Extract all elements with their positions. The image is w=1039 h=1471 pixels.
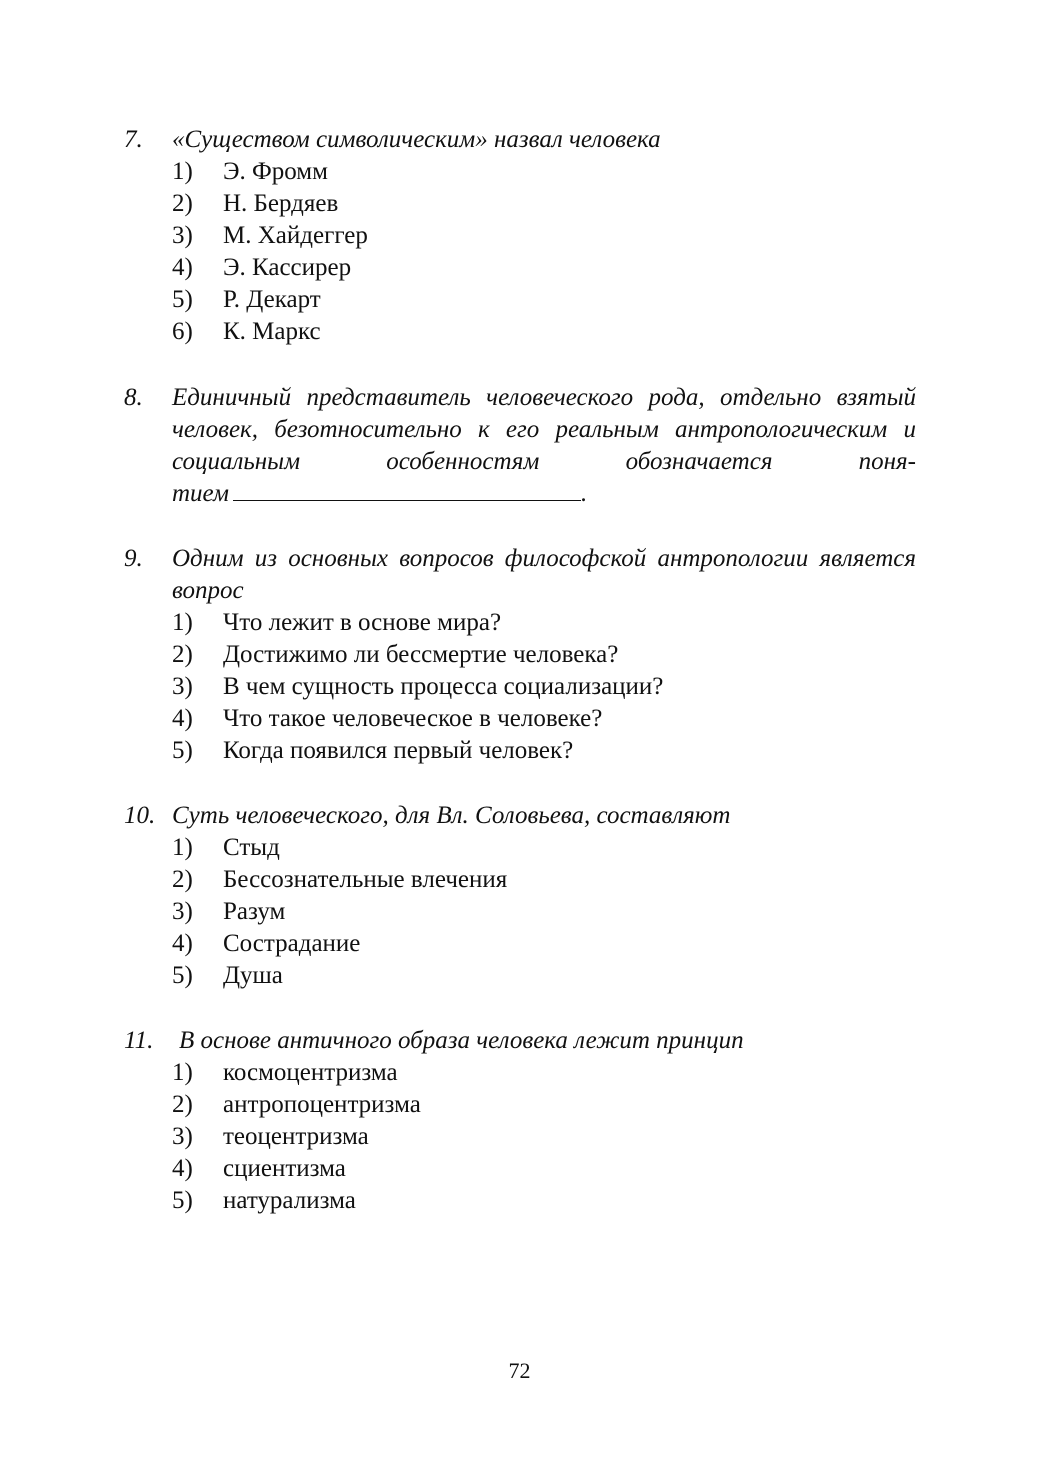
option-text: Э. Фромм bbox=[223, 158, 328, 185]
question-number: 10. bbox=[124, 802, 156, 829]
option-number: 2) bbox=[172, 1091, 193, 1118]
option-text: антропоцентризма bbox=[223, 1091, 421, 1118]
option-number: 2) bbox=[172, 641, 193, 668]
option-text: натурализма bbox=[223, 1187, 356, 1214]
option-number: 5) bbox=[172, 286, 193, 313]
answer-blank-line bbox=[233, 478, 581, 501]
option-number: 1) bbox=[172, 158, 193, 185]
answer-option bbox=[124, 735, 916, 767]
question-text-tail bbox=[172, 480, 587, 507]
question-number: 9. bbox=[124, 545, 143, 572]
answer-option bbox=[124, 607, 916, 639]
option-text: Э. Кассирер bbox=[223, 254, 352, 281]
option-text: Р. Декарт bbox=[223, 286, 321, 313]
answer-options bbox=[124, 156, 916, 348]
answer-option bbox=[124, 1185, 916, 1217]
option-number: 2) bbox=[172, 866, 193, 893]
answer-option bbox=[124, 960, 916, 992]
option-text: К. Маркс bbox=[223, 318, 321, 345]
option-number: 6) bbox=[172, 318, 193, 345]
answer-option bbox=[124, 156, 916, 188]
answer-option bbox=[124, 832, 916, 864]
option-text: Сострадание bbox=[223, 930, 361, 957]
question-text: Одним из основных вопросов философской антропологии является вопрос bbox=[172, 545, 916, 604]
question-8 bbox=[124, 382, 916, 510]
option-number: 3) bbox=[172, 1123, 193, 1150]
option-text: Бессознательные влечения bbox=[223, 866, 508, 893]
answer-option bbox=[124, 188, 916, 220]
question-header bbox=[124, 124, 916, 156]
option-text: Когда появился первый человек? bbox=[223, 737, 574, 764]
answer-options bbox=[124, 1057, 916, 1217]
question-7 bbox=[124, 124, 916, 348]
option-text: Н. Бердяев bbox=[223, 190, 339, 217]
question-text-block bbox=[172, 382, 916, 510]
question-text: «Существом символическим» назвал человека bbox=[172, 126, 661, 153]
question-text: Суть человеческого, для Вл. Соловьева, составляют bbox=[172, 802, 731, 829]
question-header bbox=[124, 382, 916, 510]
answer-option bbox=[124, 1089, 916, 1121]
answer-option bbox=[124, 703, 916, 735]
option-number: 5) bbox=[172, 962, 193, 989]
option-text: Что такое человеческое в человеке? bbox=[223, 705, 603, 732]
question-9 bbox=[124, 543, 916, 767]
option-number: 4) bbox=[172, 1155, 193, 1182]
option-text: Достижимо ли бессмертие человека? bbox=[223, 641, 619, 668]
answer-options bbox=[124, 607, 916, 767]
answer-option bbox=[124, 671, 916, 703]
answer-option bbox=[124, 1057, 916, 1089]
option-text: космоцентризма bbox=[223, 1059, 398, 1086]
answer-option bbox=[124, 1153, 916, 1185]
option-number: 2) bbox=[172, 190, 193, 217]
answer-option bbox=[124, 639, 916, 671]
question-header bbox=[124, 800, 916, 832]
option-number: 4) bbox=[172, 254, 193, 281]
option-text: М. Хайдеггер bbox=[223, 222, 368, 249]
option-number: 1) bbox=[172, 1059, 193, 1086]
answer-option bbox=[124, 316, 916, 348]
answer-option bbox=[124, 284, 916, 316]
question-text-last-word: тием bbox=[172, 480, 229, 507]
option-text: Душа bbox=[223, 962, 283, 989]
question-text: В основе античного образа человека лежит принцип bbox=[179, 1027, 744, 1054]
answer-option bbox=[124, 220, 916, 252]
question-number: 11. bbox=[124, 1027, 154, 1054]
option-number: 5) bbox=[172, 737, 193, 764]
question-header bbox=[124, 1025, 916, 1057]
answer-option bbox=[124, 252, 916, 284]
option-number: 1) bbox=[172, 609, 193, 636]
option-text: теоцентризма bbox=[223, 1123, 369, 1150]
answer-option bbox=[124, 864, 916, 896]
option-number: 3) bbox=[172, 222, 193, 249]
question-text-end: . bbox=[580, 480, 588, 507]
option-text: Стыд bbox=[223, 834, 280, 861]
option-text: Разум bbox=[223, 898, 286, 925]
question-number: 8. bbox=[124, 384, 143, 411]
option-number: 4) bbox=[172, 705, 193, 732]
page-number: 72 bbox=[508, 1358, 531, 1383]
question-number: 7. bbox=[124, 126, 143, 153]
answer-option bbox=[124, 928, 916, 960]
option-number: 4) bbox=[172, 930, 193, 957]
option-number: 5) bbox=[172, 1187, 193, 1214]
question-11 bbox=[124, 1025, 916, 1217]
option-number: 1) bbox=[172, 834, 193, 861]
answer-option bbox=[124, 896, 916, 928]
question-header bbox=[124, 543, 916, 607]
option-text: В чем сущность процесса социализации? bbox=[223, 673, 664, 700]
question-text: Единичный представитель человеческого рода, отдельно взятый человек, безотносительно к его реальным антропологическим и социальным особенностям обозначается поня- bbox=[172, 384, 916, 475]
option-number: 3) bbox=[172, 898, 193, 925]
option-number: 3) bbox=[172, 673, 193, 700]
question-10 bbox=[124, 800, 916, 992]
answer-option bbox=[124, 1121, 916, 1153]
option-text: Что лежит в основе мира? bbox=[223, 609, 502, 636]
option-text: сциентизма bbox=[223, 1155, 346, 1182]
answer-options bbox=[124, 832, 916, 992]
